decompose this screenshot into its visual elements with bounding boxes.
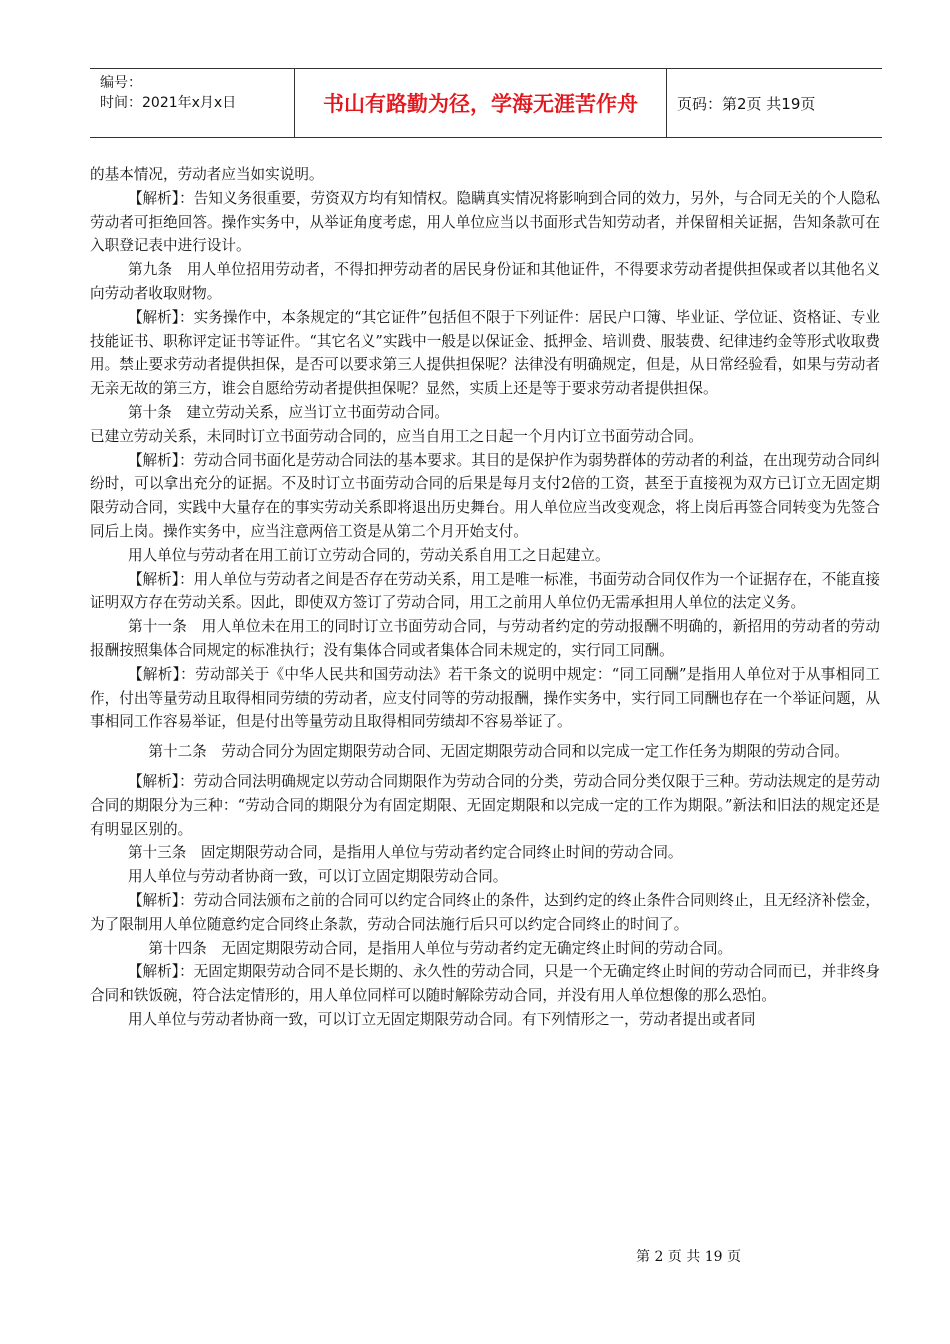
paragraph: 用人单位与劳动者在用工前订立劳动合同的，劳动关系自用工之日起建立。 [127,546,610,564]
header-page-number: 页码：第2页 共19页 [677,94,816,113]
paragraph: 的基本情况，劳动者应当如实说明。 [90,166,324,183]
page-header [90,68,882,138]
paragraph-analysis: 【解析】：劳动部关于《中华人民共和国劳动法》若干条文的说明中规定：“同工同酬”是指用人单位对于从事相同工作，付出等量劳动且取得相同劳绩的劳动者，应支付同等的劳动报酬，操作实务中，实行同工同酬也存在一个举证问题，从事相同工作容易举证，但是付出等量劳动且取得相同劳绩却不容易举证了。 [90,665,880,731]
paragraph-article: 第十条 建立劳动关系，应当订立书面劳动合同。 [127,403,450,421]
paragraph-article: 第十二条 劳动合同分为固定期限劳动合同、无固定期限劳动合同和以完成一定工作任务为期限的劳动合同。 [148,743,849,761]
document-body [90,163,880,1032]
paragraph-analysis: 【解析】：无固定期限劳动合同不是长期的、永久性的劳动合同，只是一个无确定终止时间的劳动合同而已，并非终身合同和铁饭碗，符合法定情形的，用人单位同样可以随时解除劳动合同，并没有用人单位想像的那么恐怕。 [90,963,880,1005]
paragraph: 用人单位与劳动者协商一致，可以订立无固定期限劳动合同。有下列情形之一，劳动者提出或者同 [127,1010,756,1028]
page-footer: 第 2 页 共 19 页 [636,1249,741,1265]
paragraph-analysis: 【解析】：用人单位与劳动者之间是否存在劳动关系，用工是唯一标准，书面劳动合同仅作为一个证据存在，不能直接证明双方存在劳动关系。因此，即使双方签订了劳动合同，用工之前用人单位仍无需承担用人单位的法定义务。 [90,570,880,612]
paragraph-article: 第十三条 固定期限劳动合同，是指用人单位与劳动者约定合同终止时间的劳动合同。 [127,844,683,862]
header-meta [90,69,295,137]
paragraph-analysis: 【解析】：劳动合同书面化是劳动合同法的基本要求。其目的是保护作为弱势群体的劳动者的利益，在出现劳动合同纠纷时，可以拿出充分的证据。不及时订立书面劳动合同的后果是每月支付2倍的工资，甚至于直接视为双方已订立无固定期限劳动合同，实践中大量存在的事实劳动关系即将退出历史舞台。用人单位应当改变观念，将上岗后再签合同转变为先签合同后上岗。操作实务中，应当注意两倍工资是从第二个月开始支付。 [90,451,880,540]
header-number-label: 编号： [100,75,142,91]
paragraph-article: 第九条 用人单位招用劳动者，不得扣押劳动者的居民身份证和其他证件，不得要求劳动者提供担保或者以其他名义向劳动者收取财物。 [90,261,880,302]
paragraph: 用人单位与劳动者协商一致，可以订立固定期限劳动合同。 [127,868,508,886]
header-date: 时间：2021年x月x日 [100,95,237,111]
paragraph: 已建立劳动关系，未同时订立书面劳动合同的，应当自用工之日起一个月内订立书面劳动合同。 [90,427,703,445]
paragraph-analysis: 【解析】：实务操作中，本条规定的“其它证件”包括但不限于下列证件：居民户口簿、毕业证、学位证、资格证、专业技能证书、职称评定证书等证件。“其它名义”实践中一般是以保证金、抵押金、培训费、服装费、纪律违约金等形式收取费用。禁止要求劳动者提供担保，是否可以要求第三人提供担保呢？法律没有明确规定，但是，从日常经验看，如果与劳动者无亲无故的第三方，谁会自愿给劳动者提供担保呢？显然，实质上还是等于要求劳动者提供担保。 [90,308,880,398]
paragraph-article: 第十四条 无固定期限劳动合同，是指用人单位与劳动者约定无确定终止时间的劳动合同。 [148,939,733,957]
paragraph-analysis: 【解析】：告知义务很重要，劳资双方均有知情权。隐瞒真实情况将影响到合同的效力，另外，与合同无关的个人隐私劳动者可拒绝回答。操作实务中，从举证角度考虑，用人单位应当以书面形式告知劳动者，并保留相关证据，告知条款可在入职登记表中进行设计。 [90,189,880,255]
paragraph-article: 第十一条 用人单位未在用工的同时订立书面劳动合同，与劳动者约定的劳动报酬不明确的，新招用的劳动者的劳动报酬按照集体合同规定的标准执行；没有集体合同或者集体合同未规定的，实行同工同酬。 [90,618,880,659]
paragraph-analysis: 【解析】：劳动合同法明确规定以劳动合同期限作为劳动合同的分类，劳动合同分类仅限于三种。劳动法规定的是劳动合同的期限分为三种：“劳动合同的期限分为有固定期限、无固定期限和以完成一定的工作为期限。”新法和旧法的规定还是有明显区别的。 [90,772,880,838]
paragraph-analysis: 【解析】：劳动合同法颁布之前的合同可以约定合同终止的条件，达到约定的终止条件合同则终止，且无经济补偿金，为了限制用人单位随意约定合同终止条款，劳动合同法施行后只可以约定合同终止的时间了。 [90,891,880,933]
header-motto: 书山有路勤为径，学海无涯苦作舟 [295,69,667,137]
